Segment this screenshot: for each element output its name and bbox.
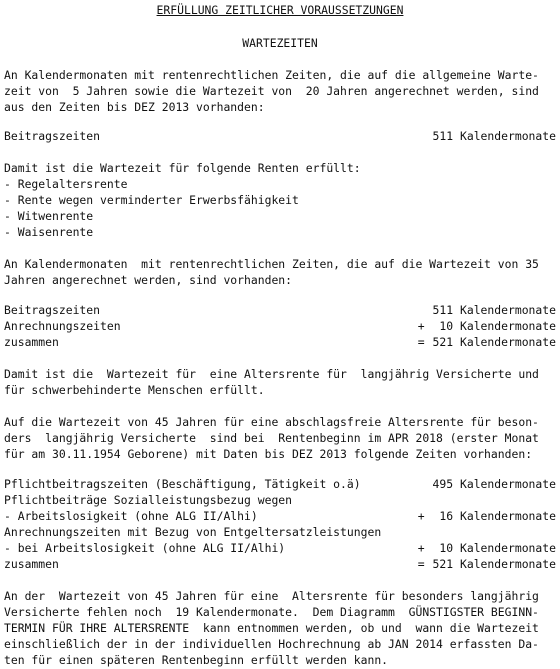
renten-list-item: - Rente wegen verminderter Erwerbsfähigkeit [4, 193, 299, 207]
section-subtitle: WARTEZEITEN [242, 36, 318, 50]
paragraph-line: An der Wartezeit von 45 Jahren für eine Altersrente für besonders langjährig [4, 589, 539, 603]
row-label: Pflichtbeiträge Sozialleistungsbezug wegen [4, 493, 293, 507]
row-label: Pflichtbeitragszeiten (Beschäftigung, Tätigkeit o.ä) [4, 477, 361, 491]
row-label: zusammen [4, 335, 59, 349]
paragraph-line: TERMIN FÜR IHRE ALTERSRENTE kann entnommen werden, ob und wann die Wartezeit [4, 621, 539, 635]
row-operator: = [417, 335, 425, 349]
sum-row [4, 302, 556, 318]
fulfilled-heading: Damit ist die Wartezeit für folgende Renten erfüllt: [4, 161, 361, 175]
sum-row-total [4, 334, 556, 350]
paragraph-line: aus den Zeiten bis DEZ 2013 vorhanden: [4, 100, 265, 114]
sum-row [4, 540, 556, 556]
paragraph-line: Jahren angerechnet werden, sind vorhanden: [4, 273, 293, 287]
row-operator: = [417, 557, 425, 571]
row-operator: + [417, 509, 425, 523]
row-value: 495 Kalendermonate [432, 477, 556, 491]
row-label: Beitragszeiten [4, 303, 101, 317]
row-label: - bei Arbeitslosigkeit (ohne ALG II/Alhi) [4, 541, 286, 555]
row-value: 16 Kalendermonate [432, 509, 556, 523]
paragraph-line: für am 30.11.1954 Geborene) mit Daten bis DEZ 2013 folgende Zeiten vorhanden: [4, 447, 533, 461]
beitragszeiten-row [4, 128, 556, 144]
row-value: 511 Kalendermonate [432, 303, 556, 317]
paragraph-line: ten für einen späteren Rentenbeginn erfüllt werden kann. [4, 653, 389, 667]
row-operator [361, 476, 433, 492]
paragraph-line: Auf die Wartezeit von 45 Jahren für eine abschlagsfreie Altersrente für beson- [4, 415, 539, 429]
paragraph-line: einschließlich der in der individuellen Hochrechnung ab JAN 2014 erfassten Da- [4, 637, 539, 651]
sum-row [4, 318, 556, 334]
row-operator: + [417, 319, 425, 333]
row-value: 521 Kalendermonate [432, 557, 556, 571]
row-operator [381, 524, 556, 540]
paragraph-line: ders langjährig Versicherte sind bei Rentenbeginn im APR 2018 (erster Monat [4, 431, 539, 445]
paragraph-line: An Kalendermonaten mit rentenrechtlichen Zeiten, die auf die allgemeine Warte- [4, 68, 539, 82]
renten-list-item: - Witwenrente [4, 209, 94, 223]
sum-row [4, 524, 556, 540]
sum-row-total [4, 556, 556, 572]
renten-list-item: - Waisenrente [4, 225, 94, 239]
row-label: Anrechnungszeiten mit Bezug von Entgeltersatzleistungen [4, 525, 382, 539]
paragraph-line: zeit von 5 Jahren sowie die Wartezeit von 20 Jahren angerechnet werden, sind [4, 84, 539, 98]
paragraph-line: Damit ist die Wartezeit für eine Altersrente für langjährig Versicherte und [4, 367, 539, 381]
sum-row [4, 476, 556, 492]
sum-row [4, 492, 556, 508]
row-operator: + [417, 541, 425, 555]
row-value: 521 Kalendermonate [432, 335, 556, 349]
renten-list-item: - Regelaltersrente [4, 177, 128, 191]
paragraph-line: An Kalendermonaten mit rentenrechtlichen Zeiten, die auf die Wartezeit von 35 [4, 257, 539, 271]
row-label: - Arbeitslosigkeit (ohne ALG II/Alhi) [4, 509, 258, 523]
row-label: zusammen [4, 557, 59, 571]
row-label: Beitragszeiten [4, 129, 101, 143]
paragraph-line: Versicherte fehlen noch 19 Kalendermonate. Dem Diagramm GÜNSTIGSTER BEGINN- [4, 605, 539, 619]
row-value: 10 Kalendermonate [432, 541, 556, 555]
row-operator [292, 492, 556, 508]
row-value: 10 Kalendermonate [432, 319, 556, 333]
row-value: 511 Kalendermonate [432, 129, 556, 143]
sum-row [4, 508, 556, 524]
paragraph-line: für schwerbehinderte Menschen erfüllt. [4, 383, 265, 397]
document-title: ERFÜLLUNG ZEITLICHER VORAUSSETZUNGEN [156, 3, 404, 17]
row-label: Anrechnungszeiten [4, 319, 121, 333]
row-operator [100, 302, 433, 318]
